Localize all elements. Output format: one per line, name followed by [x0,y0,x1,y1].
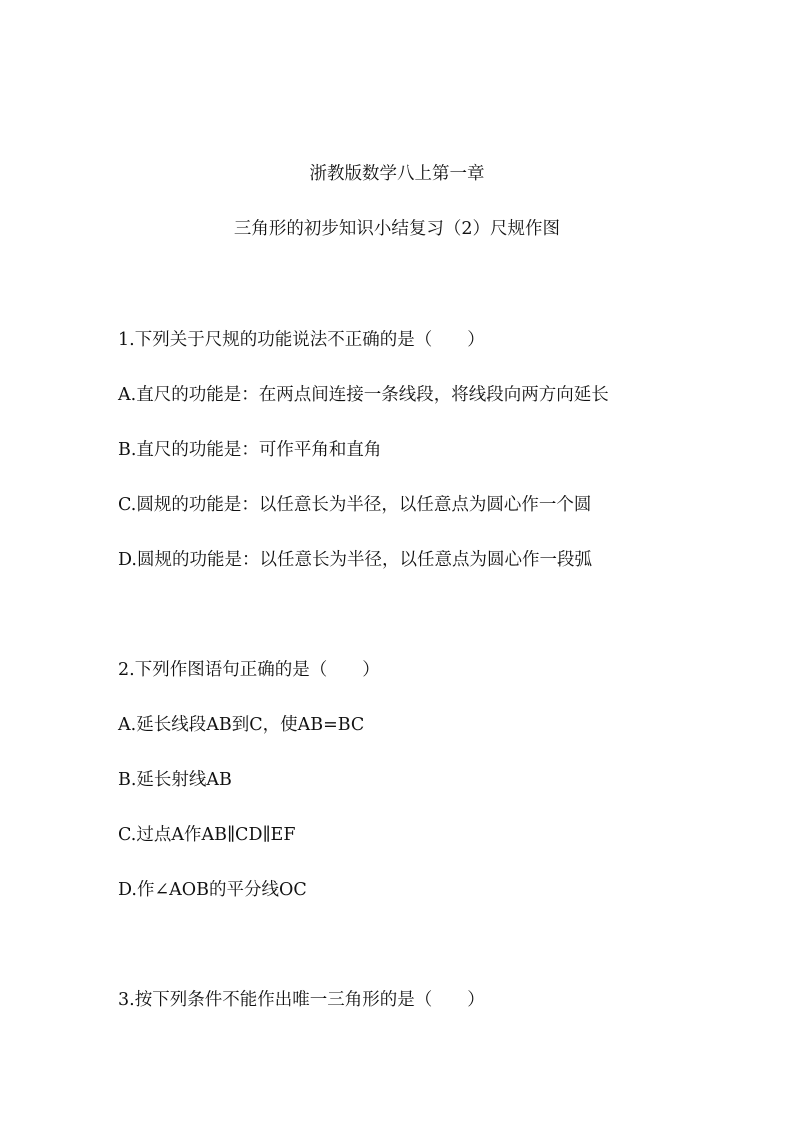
document-subtitle: 三角形的初步知识小结复习（2）尺规作图 [233,219,561,239]
question-2-option-d: D.作∠AOB的平分线OC [118,880,307,900]
question-2-option-c: C.过点A作AB∥CD∥EF [118,825,296,845]
document-title: 浙教版数学八上第一章 [309,164,485,184]
question-1-option-b: B.直尺的功能是：可作平角和直角 [118,440,382,460]
question-3-stem: 3.按下列条件不能作出唯一三角形的是（ ） [118,990,485,1010]
question-2-stem: 2.下列作图语句正确的是（ ） [118,660,380,680]
question-1-stem: 1.下列关于尺规的功能说法不正确的是（ ） [118,330,485,350]
question-2-option-b: B.延长射线AB [118,770,232,790]
question-1-option-d: D.圆规的功能是：以任意长为半径，以任意点为圆心作一段弧 [118,550,592,570]
question-1-option-a: A.直尺的功能是：在两点间连接一条线段，将线段向两方向延长 [118,385,609,405]
question-1-option-c: C.圆规的功能是：以任意长为半径，以任意点为圆心作一个圆 [118,495,592,515]
question-2-option-a: A.延长线段AB到C，使AB=BC [118,715,365,735]
